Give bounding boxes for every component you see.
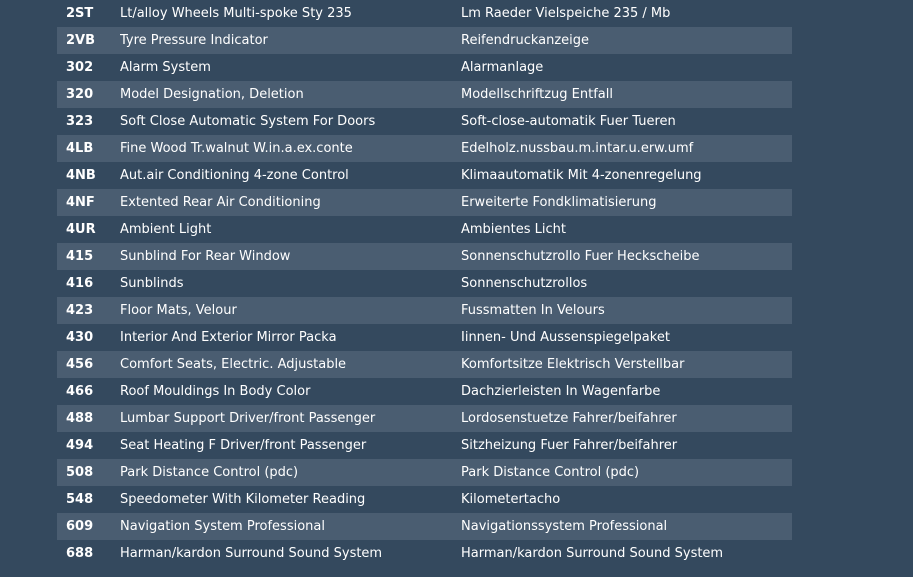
option-name-en: Comfort Seats, Electric. Adjustable	[120, 357, 347, 372]
table-row	[57, 513, 792, 540]
option-name-en: Ambient Light	[120, 222, 212, 237]
table-row	[57, 0, 792, 27]
option-name-en: Lumbar Support Driver/front Passenger	[120, 411, 376, 426]
option-code: 423	[66, 303, 94, 318]
option-name-de: Soft-close-automatik Fuer Tueren	[461, 114, 676, 129]
table-row	[57, 243, 792, 270]
option-name-en: Seat Heating F Driver/front Passenger	[120, 438, 367, 453]
option-code: 320	[66, 87, 94, 102]
table-row	[57, 189, 792, 216]
table-row	[57, 135, 792, 162]
table-row	[57, 81, 792, 108]
option-code: 302	[66, 60, 94, 75]
option-code: 494	[66, 438, 94, 453]
option-name-en: Lt/alloy Wheels Multi-spoke Sty 235	[120, 6, 352, 21]
options-table-body	[57, 0, 792, 567]
option-name-en: Sunblinds	[120, 276, 184, 291]
table-row	[57, 486, 792, 513]
option-name-en: Aut.air Conditioning 4-zone Control	[120, 168, 349, 183]
option-code: 415	[66, 249, 94, 264]
option-name-de: Iinnen- Und Aussenspiegelpaket	[461, 330, 670, 345]
option-code: 2ST	[66, 6, 94, 21]
option-code: 609	[66, 519, 94, 534]
option-name-de: Komfortsitze Elektrisch Verstellbar	[461, 357, 685, 372]
option-code: 323	[66, 114, 94, 129]
table-row	[57, 378, 792, 405]
option-name-en: Navigation System Professional	[120, 519, 325, 534]
option-name-de: Erweiterte Fondklimatisierung	[461, 195, 657, 210]
table-row	[57, 216, 792, 243]
table-row	[57, 270, 792, 297]
table-row	[57, 27, 792, 54]
table-row	[57, 351, 792, 378]
option-name-de: Modellschriftzug Entfall	[461, 87, 613, 102]
option-name-en: Interior And Exterior Mirror Packa	[120, 330, 337, 345]
options-table-container	[57, 0, 792, 567]
table-row	[57, 108, 792, 135]
option-name-en: Floor Mats, Velour	[120, 303, 237, 318]
option-name-de: Park Distance Control (pdc)	[461, 465, 640, 480]
option-name-de: Fussmatten In Velours	[461, 303, 605, 318]
option-name-de: Dachzierleisten In Wagenfarbe	[461, 384, 661, 399]
option-name-de: Navigationssystem Professional	[461, 519, 668, 534]
option-name-en: Soft Close Automatic System For Doors	[120, 114, 376, 129]
option-code: 4UR	[66, 222, 96, 237]
table-row	[57, 405, 792, 432]
option-code: 430	[66, 330, 94, 345]
option-code: 416	[66, 276, 94, 291]
option-name-de: Harman/kardon Surround Sound System	[461, 546, 724, 561]
option-name-de: Klimaautomatik Mit 4-zonenregelung	[461, 168, 702, 183]
option-code: 4NF	[66, 195, 95, 210]
option-name-de: Kilometertacho	[461, 492, 561, 507]
option-name-de: Ambientes Licht	[461, 222, 566, 237]
option-name-en: Fine Wood Tr.walnut W.in.a.ex.conte	[120, 141, 353, 156]
option-name-de: Lm Raeder Vielspeiche 235 / Mb	[461, 6, 671, 21]
option-name-de: Edelholz.nussbau.m.intar.u.erw.umf	[461, 141, 694, 156]
options-table	[57, 0, 792, 567]
table-row	[57, 297, 792, 324]
option-name-en: Alarm System	[120, 60, 211, 75]
table-row	[57, 324, 792, 351]
option-name-en: Roof Mouldings In Body Color	[120, 384, 311, 399]
option-name-de: Sonnenschutzrollos	[461, 276, 588, 291]
option-name-de: Alarmanlage	[461, 60, 544, 75]
option-name-en: Park Distance Control (pdc)	[120, 465, 299, 480]
option-name-de: Sitzheizung Fuer Fahrer/beifahrer	[461, 438, 678, 453]
option-code: 688	[66, 546, 94, 561]
table-row	[57, 162, 792, 189]
option-code: 548	[66, 492, 94, 507]
option-code: 4LB	[66, 141, 94, 156]
table-row	[57, 54, 792, 81]
option-name-en: Model Designation, Deletion	[120, 87, 304, 102]
option-name-de: Reifendruckanzeige	[461, 33, 590, 48]
option-code: 508	[66, 465, 94, 480]
option-code: 2VB	[66, 33, 96, 48]
option-code: 466	[66, 384, 94, 399]
option-name-de: Sonnenschutzrollo Fuer Heckscheibe	[461, 249, 700, 264]
option-name-en: Harman/kardon Surround Sound System	[120, 546, 383, 561]
option-name-en: Sunblind For Rear Window	[120, 249, 291, 264]
table-row	[57, 432, 792, 459]
option-code: 488	[66, 411, 94, 426]
option-code: 456	[66, 357, 94, 372]
option-name-en: Extented Rear Air Conditioning	[120, 195, 321, 210]
option-name-de: Lordosenstuetze Fahrer/beifahrer	[461, 411, 677, 426]
option-name-en: Tyre Pressure Indicator	[120, 33, 268, 48]
table-row	[57, 459, 792, 486]
option-name-en: Speedometer With Kilometer Reading	[120, 492, 366, 507]
option-code: 4NB	[66, 168, 96, 183]
table-row	[57, 540, 792, 567]
